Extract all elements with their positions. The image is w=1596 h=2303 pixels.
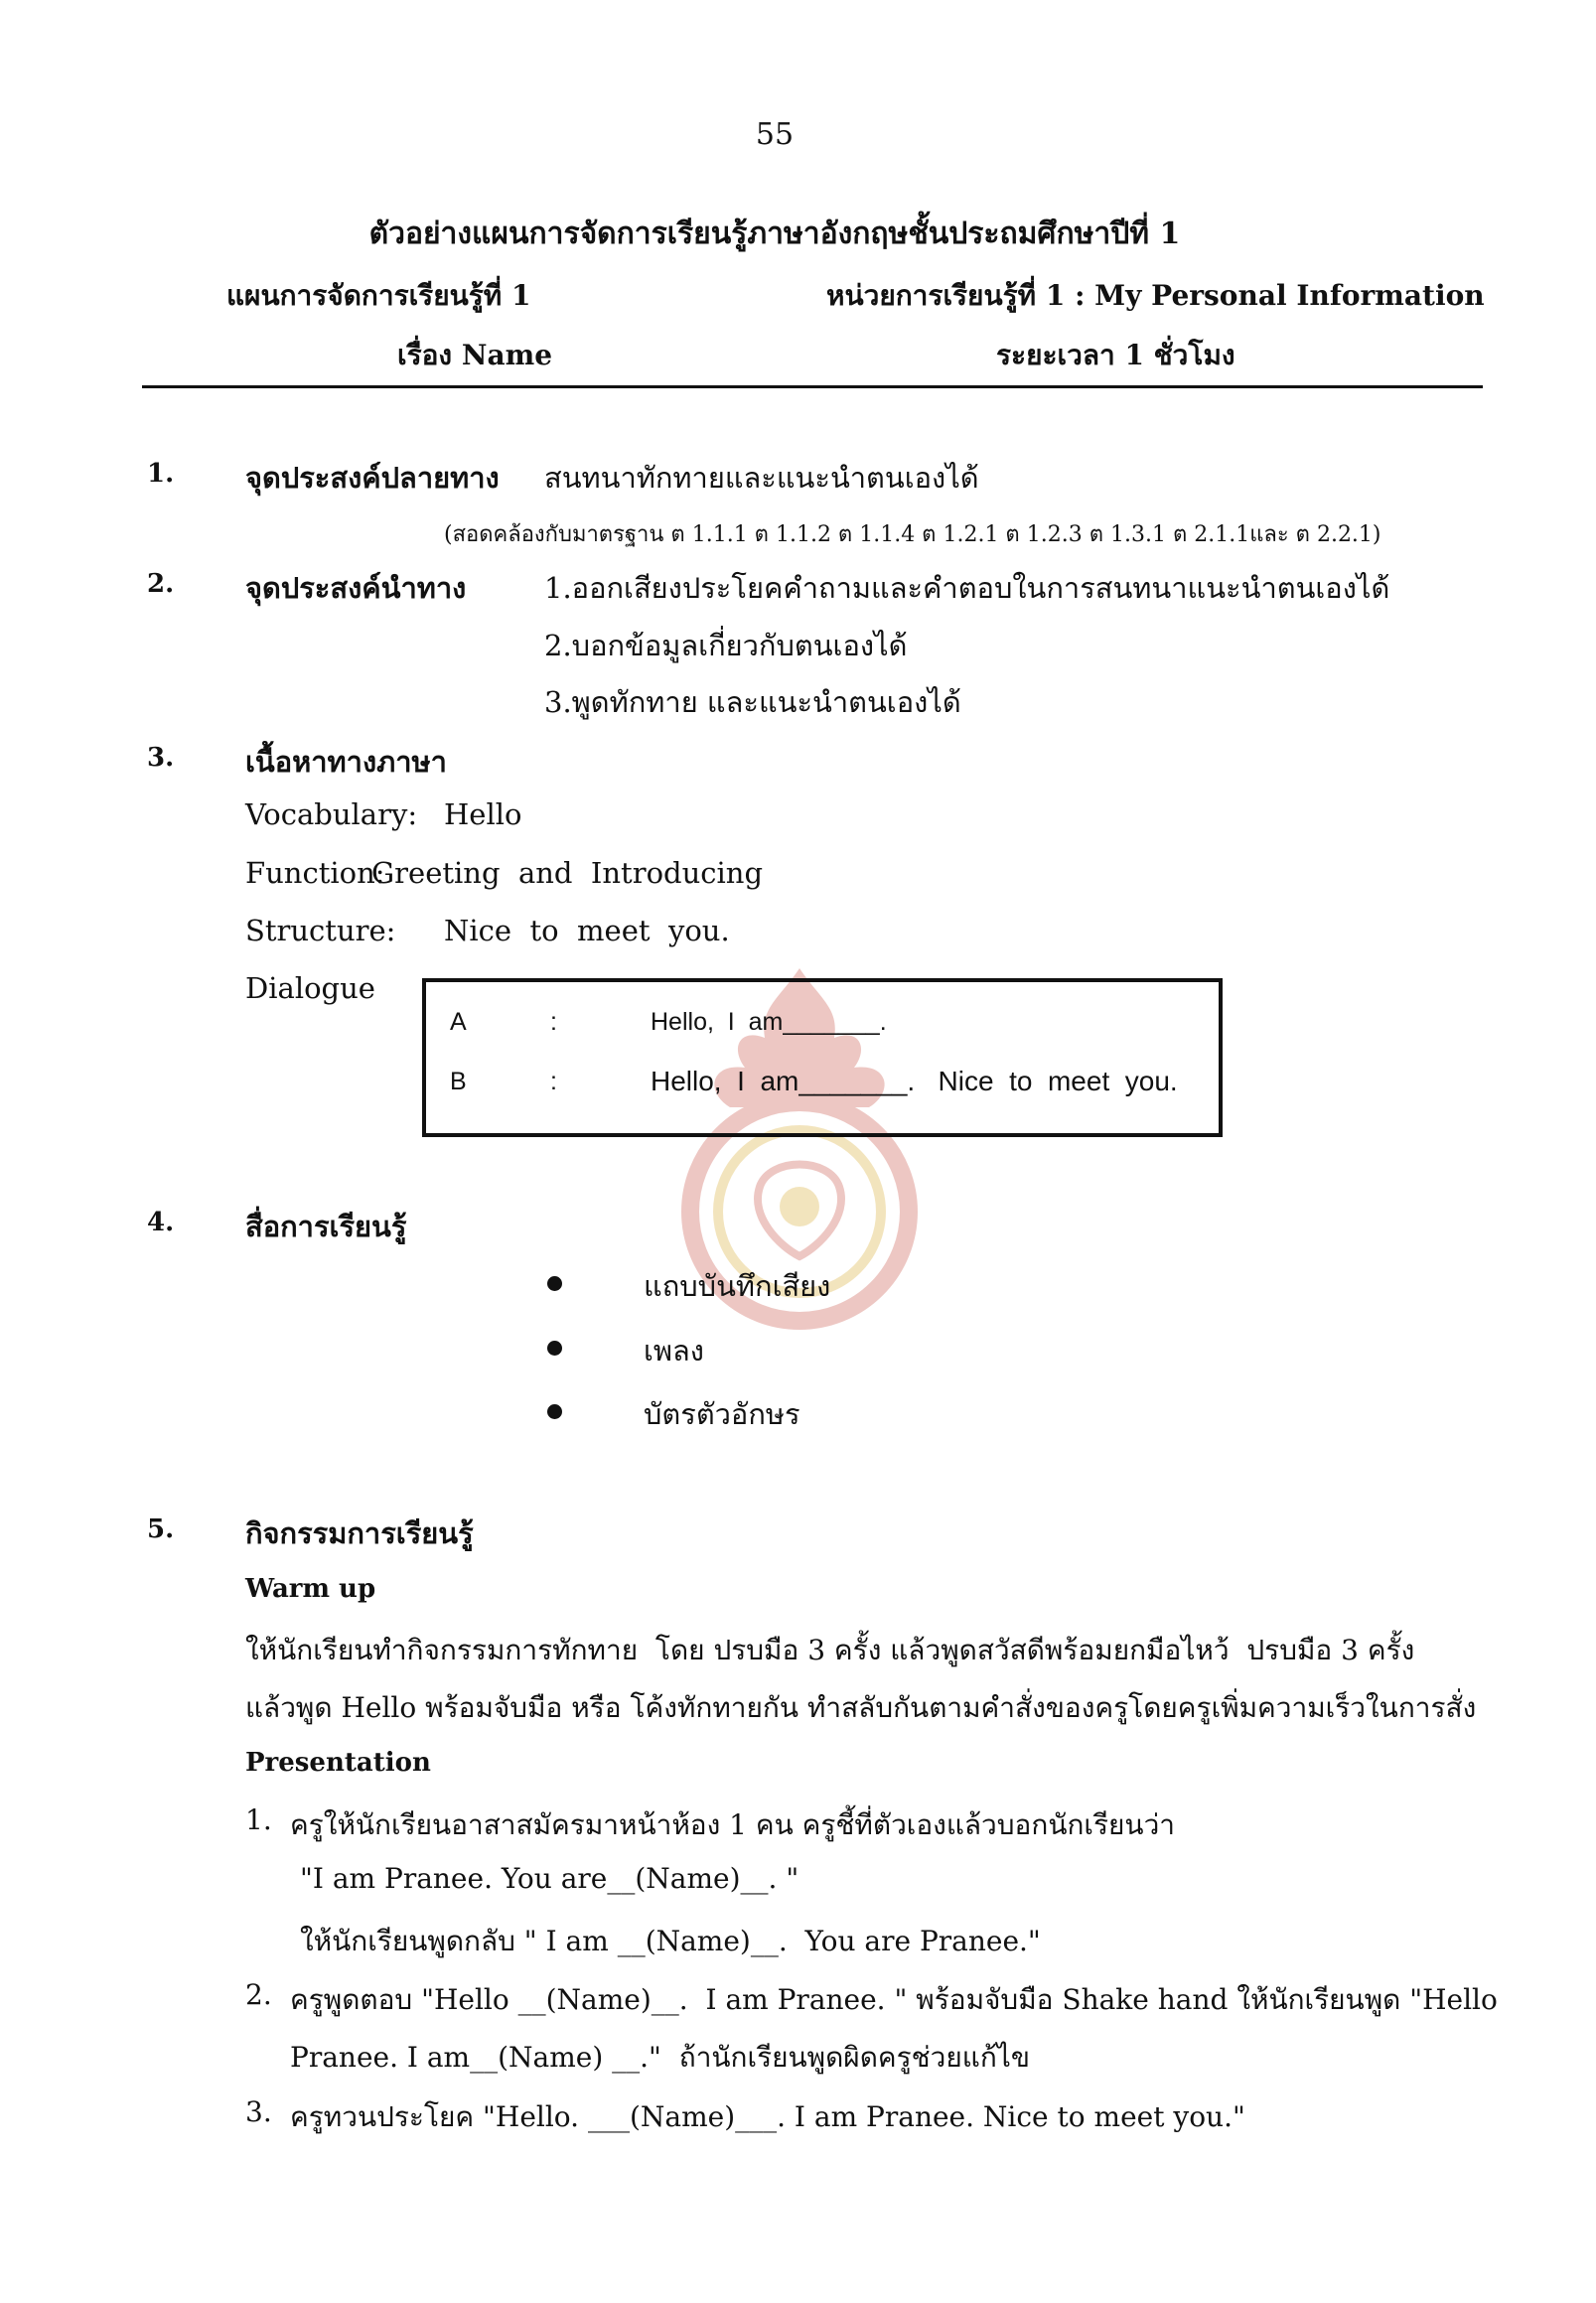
page-number: 55: [755, 117, 795, 152]
section-5-number: 5.: [147, 1514, 175, 1544]
step-line: "I am Pranee. You are__(Name)__. ": [300, 1862, 799, 1895]
step-line: ให้นักเรียนพูดกลับ " I am __(Name)__. You are Pranee.": [300, 1925, 1041, 1957]
warmup-heading: Warm up: [245, 1574, 376, 1604]
section-1-heading: จุดประสงค์ปลายทาง: [245, 461, 500, 495]
bullet-icon: [547, 1276, 562, 1291]
section-2-heading: จุดประสงค์นำทาง: [245, 571, 467, 605]
bullet-icon: [547, 1404, 562, 1419]
media-item: แถบบันทึกเสียง: [644, 1269, 831, 1303]
section-1-number: 1.: [147, 459, 175, 489]
bullet-icon: [547, 1341, 562, 1356]
vocabulary-value: Hello: [444, 797, 522, 831]
structure-label: Structure:: [245, 914, 396, 947]
dialogue-line: Hello, I am_______.: [651, 1008, 887, 1036]
section-2-number: 2.: [147, 569, 175, 599]
document-title: ตัวอย่างแผนการจัดการเรียนรู้ภาษาอังกฤษชั้นประถมศึกษาปีที่ 1: [368, 216, 1181, 251]
dialogue-box: [422, 978, 1223, 1137]
step-number: 2.: [245, 1978, 272, 2011]
step-line: ครูพูดตอบ "Hello __(Name)__. I am Pranee. " พร้อมจับมือ Shake hand ให้นักเรียนพูด "Hello: [290, 1983, 1498, 2016]
objective-item: 3.พูดทักทาย และแนะนำตนเองได้: [544, 685, 961, 719]
dialogue-label: Dialogue: [245, 971, 375, 1005]
media-item: บัตรตัวอักษร: [644, 1397, 800, 1431]
presentation-heading: Presentation: [245, 1748, 431, 1778]
dialogue-separator: :: [550, 1068, 557, 1095]
warmup-line: ให้นักเรียนทำกิจกรรมการทักทาย โดย ปรบมือ 3 ครั้ง แล้วพูดสวัสดีพร้อมยกมือไหว้ ปรบมือ 3 ครั้ง: [245, 1634, 1415, 1666]
step-number: 3.: [245, 2095, 272, 2128]
step-line: ครูทวนประโยค "Hello. ___(Name)___. I am Pranee. Nice to meet you.": [290, 2100, 1245, 2133]
header-divider: [142, 385, 1483, 388]
step-number: 1.: [245, 1803, 272, 1836]
section-3-number: 3.: [147, 743, 175, 773]
objective-item: 2.บอกข้อมูลเกี่ยวกับตนเองได้: [544, 629, 908, 662]
media-item: เพลง: [644, 1334, 704, 1367]
function-label: Function:: [245, 856, 385, 890]
lesson-plan-label: แผนการจัดการเรียนรู้ที่ 1: [226, 279, 531, 312]
function-value: Greeting and Introducing: [371, 856, 764, 890]
structure-value: Nice to meet you.: [444, 914, 730, 947]
dialogue-line: Hello, I am_______. Nice to meet you.: [651, 1066, 1178, 1096]
dialogue-speaker: A: [450, 1008, 467, 1036]
section-1-text: สนทนาทักทายและแนะนำตนเองได้: [544, 461, 979, 495]
topic-label: เรื่อง Name: [397, 339, 553, 371]
step-line: Pranee. I am__(Name) __." ถ้านักเรียนพูดผิดครูช่วยแก้ไข: [290, 2041, 1031, 2074]
warmup-line: แล้วพูด Hello พร้อมจับมือ หรือ โค้งทักทายกัน ทำสลับกันตามคำสั่งของครูโดยครูเพิ่มความเร็วในการสั่ง: [245, 1691, 1477, 1724]
dialogue-separator: :: [550, 1008, 557, 1036]
unit-label: หน่วยการเรียนรู้ที่ 1 : My Personal Information: [826, 279, 1485, 312]
objective-item: 1.ออกเสียงประโยคคำถามและคำตอบในการสนทนาแนะนำตนเองได้: [544, 571, 1390, 605]
section-4-heading: สื่อการเรียนรู้: [245, 1210, 407, 1243]
section-3-heading: เนื้อหาทางภาษา: [245, 745, 447, 779]
dialogue-speaker: B: [450, 1068, 467, 1095]
standards-note: (สอดคล้องกับมาตรฐาน ต 1.1.1 ต 1.1.2 ต 1.1.4 ต 1.2.1 ต 1.2.3 ต 1.3.1 ต 2.1.1และ ต 2.2.1): [444, 522, 1381, 547]
section-5-heading: กิจกรรมการเรียนรู้: [245, 1516, 474, 1550]
vocabulary-label: Vocabulary:: [245, 797, 418, 831]
section-4-number: 4.: [147, 1208, 175, 1237]
duration-label: ระยะเวลา 1 ชั่วโมง: [996, 339, 1235, 371]
step-line: ครูให้นักเรียนอาสาสมัครมาหน้าห้อง 1 คน ครูชี้ที่ตัวเองแล้วบอกนักเรียนว่า: [290, 1808, 1176, 1841]
